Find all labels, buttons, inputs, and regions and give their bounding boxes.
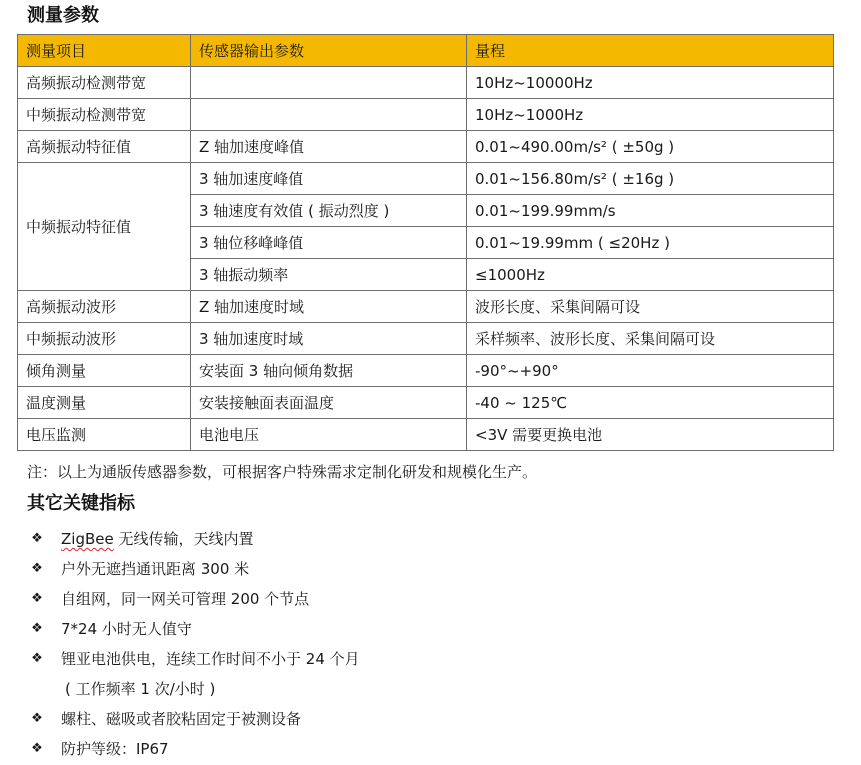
cell-param: 3 轴加速度时域 <box>191 323 467 355</box>
cell-range: 采样频率、波形长度、采集间隔可设 <box>467 323 834 355</box>
diamond-bullet-icon: ❖ <box>31 711 43 726</box>
diamond-bullet-icon: ❖ <box>31 531 43 546</box>
list-item <box>27 554 360 584</box>
cell-item: 中频振动波形 <box>18 323 191 355</box>
cell-param <box>191 99 467 131</box>
list-item <box>27 704 360 734</box>
table-row <box>18 99 834 131</box>
cell-range: 0.01~490.00m/s² ( ±50g ) <box>467 131 834 163</box>
header-item: 测量项目 <box>18 35 191 67</box>
list-item-text: 锂亚电池供电，连续工作时间不小于 24 个月 <box>61 650 360 668</box>
cell-item: 中频振动检测带宽 <box>18 99 191 131</box>
list-item <box>27 524 360 554</box>
cell-item: 温度测量 <box>18 387 191 419</box>
table-row <box>18 291 834 323</box>
cell-param: 电池电压 <box>191 419 467 451</box>
cell-item: 倾角测量 <box>18 355 191 387</box>
cell-range: -90°~+90° <box>467 355 834 387</box>
table-row <box>18 387 834 419</box>
list-item-text: 自组网，同一网关可管理 200 个节点 <box>61 590 310 608</box>
cell-item: 高频振动波形 <box>18 291 191 323</box>
cell-param: 安装面 3 轴向倾角数据 <box>191 355 467 387</box>
list-item <box>27 644 360 674</box>
list-item <box>27 584 360 614</box>
table-row <box>18 163 834 195</box>
diamond-bullet-icon: ❖ <box>31 651 43 666</box>
list-item <box>27 614 360 644</box>
list-item-text: 7*24 小时无人值守 <box>61 620 192 638</box>
table-row <box>18 419 834 451</box>
cell-range: 10Hz~10000Hz <box>467 67 834 99</box>
cell-param: 安装接触面表面温度 <box>191 387 467 419</box>
list-item-text: 防护等级：IP67 <box>61 740 169 758</box>
table-footnote: 注：以上为通版传感器参数，可根据客户特殊需求定制化研发和规模化生产。 <box>27 463 538 481</box>
cell-item-merged: 中频振动特征值 <box>18 163 191 291</box>
cell-range: <3V 需要更换电池 <box>467 419 834 451</box>
cell-range: ≤1000Hz <box>467 259 834 291</box>
table-row <box>18 131 834 163</box>
cell-param: 3 轴振动频率 <box>191 259 467 291</box>
cell-item: 高频振动特征值 <box>18 131 191 163</box>
cell-param: 3 轴速度有效值 ( 振动烈度 ) <box>191 195 467 227</box>
cell-range: 波形长度、采集间隔可设 <box>467 291 834 323</box>
list-item-text: 户外无遮挡通讯距离 300 米 <box>61 560 250 578</box>
key-specs-list <box>27 524 360 764</box>
measurement-params-table <box>17 34 834 451</box>
cell-param: Z 轴加速度时域 <box>191 291 467 323</box>
list-item-text: ( 工作频率 1 次/小时 ) <box>65 680 216 698</box>
spellcheck-word: ZigBee <box>61 530 114 548</box>
table-header-row <box>18 35 834 67</box>
cell-param: 3 轴加速度峰值 <box>191 163 467 195</box>
diamond-bullet-icon: ❖ <box>31 741 43 756</box>
list-item-continuation <box>27 674 360 704</box>
cell-range: 0.01~156.80m/s² ( ±16g ) <box>467 163 834 195</box>
cell-range: 10Hz~1000Hz <box>467 99 834 131</box>
cell-range: 0.01~199.99mm/s <box>467 195 834 227</box>
section-title-other-specs: 其它关键指标 <box>27 493 135 514</box>
cell-item: 电压监测 <box>18 419 191 451</box>
header-range: 量程 <box>467 35 834 67</box>
diamond-bullet-icon: ❖ <box>31 621 43 636</box>
list-item <box>27 734 360 764</box>
diamond-bullet-icon: ❖ <box>31 561 43 576</box>
cell-param: Z 轴加速度峰值 <box>191 131 467 163</box>
header-param: 传感器输出参数 <box>191 35 467 67</box>
cell-param: 3 轴位移峰峰值 <box>191 227 467 259</box>
section-title-measurement-params: 测量参数 <box>27 5 99 26</box>
table-row <box>18 323 834 355</box>
cell-range: -40 ~ 125℃ <box>467 387 834 419</box>
cell-range: 0.01~19.99mm ( ≤20Hz ) <box>467 227 834 259</box>
diamond-bullet-icon: ❖ <box>31 591 43 606</box>
table-row <box>18 67 834 99</box>
cell-param <box>191 67 467 99</box>
cell-item: 高频振动检测带宽 <box>18 67 191 99</box>
table-row <box>18 355 834 387</box>
list-item-text: 螺柱、磁吸或者胶粘固定于被测设备 <box>61 710 302 728</box>
list-item-text: 无线传输，天线内置 <box>113 530 254 548</box>
